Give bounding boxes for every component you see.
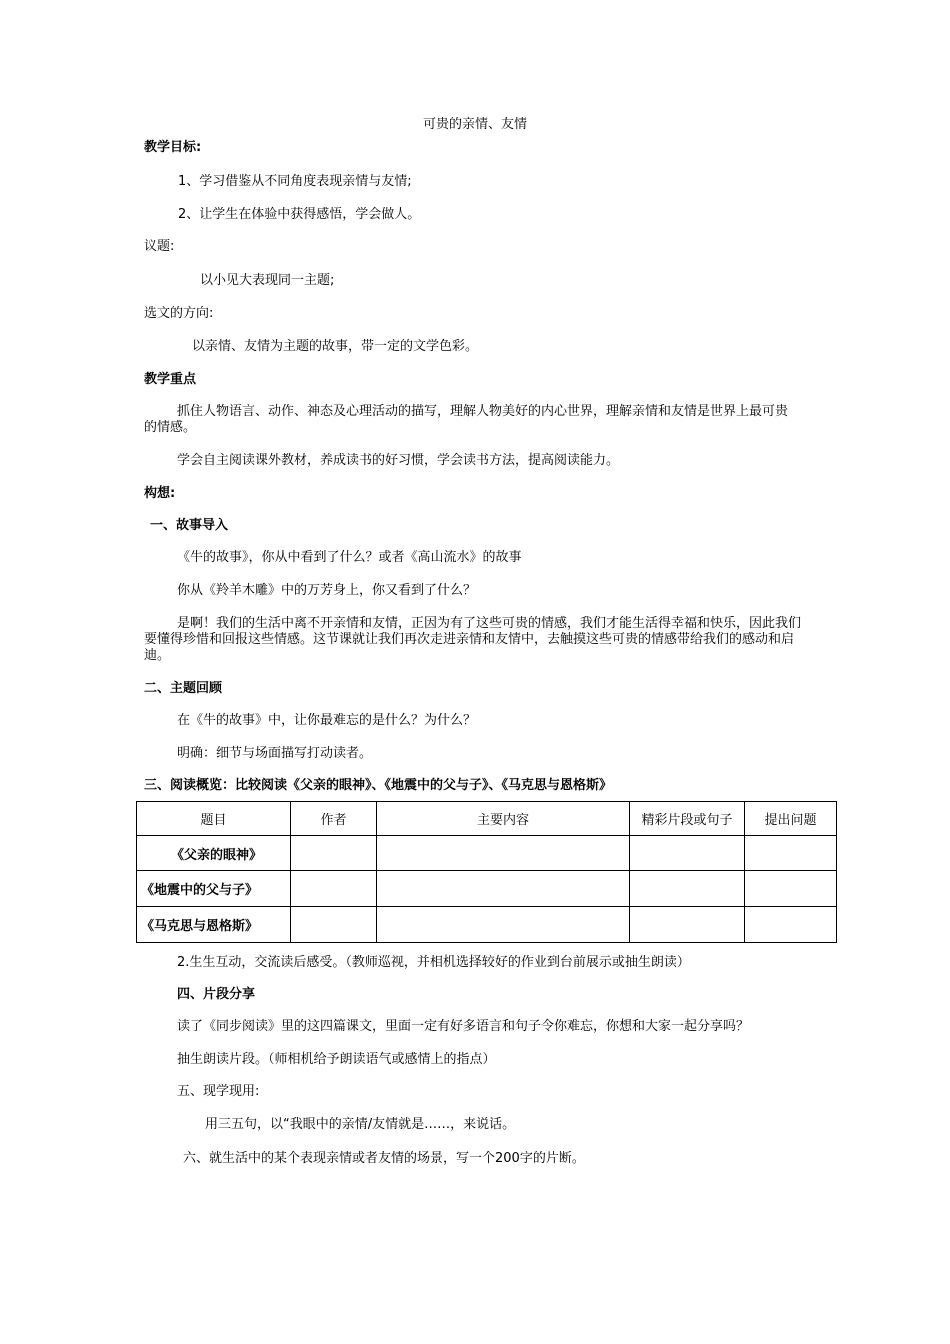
table-row (137, 907, 837, 943)
table-cell (377, 835, 630, 871)
table-cell (745, 907, 837, 943)
table-cell (630, 907, 745, 943)
objectives-heading: 教学目标: (144, 140, 202, 155)
section-4-line-2: 抽生朗读片段。（师相机给予朗读语气或感情上的指点） (177, 1052, 496, 1067)
table-cell (745, 871, 837, 907)
direction-label: 选文的方向: (144, 306, 214, 321)
table-cell (291, 907, 377, 943)
table-header-cell: 题目 (137, 802, 291, 836)
section-5-line-1: 用三五句，以“我眼中的亲情/友情就是……，来说话。 (205, 1117, 516, 1132)
table-header-row (137, 802, 837, 836)
objective-item-1: 1、学习借鉴从不同角度表现亲情与友情; (178, 174, 412, 189)
table-cell (291, 871, 377, 907)
focus-paragraph-2: 学会自主阅读课外教材，养成读书的好习惯，学会读书方法，提高阅读能力。 (177, 453, 620, 468)
design-heading: 构想: (144, 486, 176, 501)
section-2-line-1: 在《牛的故事》中，让你最难忘的是什么？为什么？ (177, 713, 477, 728)
topic-text: 以小见大表现同一主题; (200, 273, 335, 288)
table-header-cell: 作者 (291, 802, 377, 836)
section-2-heading: 二、主题回顾 (144, 681, 223, 696)
table-header-cell: 提出问题 (745, 802, 837, 836)
section-4-heading: 四、片段分享 (177, 987, 256, 1002)
table-cell (291, 835, 377, 871)
page-title: 可贵的亲情、友情 (422, 117, 527, 132)
table-header-cell: 精彩片段或句子 (630, 802, 745, 836)
objective-item-2: 2、让学生在体验中获得感悟，学会做人。 (178, 207, 421, 222)
table-row-title: 《马克思与恩格斯》 (137, 907, 291, 943)
reading-table (136, 801, 837, 943)
focus-heading: 教学重点 (144, 372, 197, 387)
table-row-title: 《地震中的父与子》 (137, 871, 291, 907)
section-1-line-2: 你从《羚羊木雕》中的万芳身上，你又看到了什么？ (177, 583, 477, 598)
table-cell (377, 871, 630, 907)
table-header-cell: 主要内容 (377, 802, 630, 836)
direction-text: 以亲情、友情为主题的故事，带一定的文学色彩。 (192, 339, 479, 354)
section-6-line-1: 六、就生活中的某个表现亲情或者友情的场景，写一个200字的片断。 (183, 1151, 585, 1166)
table-row (137, 835, 837, 871)
table-cell (630, 871, 745, 907)
topic-label: 议题: (144, 239, 175, 254)
table-cell (630, 835, 745, 871)
section-1-line-1: 《牛的故事》，你从中看到了什么？或者《高山流水》的故事 (177, 550, 522, 565)
table-cell (745, 835, 837, 871)
section-5-heading: 五、现学现用: (177, 1084, 260, 1099)
section-1-heading: 一、故事导入 (150, 518, 229, 533)
section-4-line-1: 读了《同步阅读》里的这四篇课文，里面一定有好多语言和句子令你难忘，你想和大家一起分享吗？ (177, 1019, 750, 1034)
section-3-heading: 三、阅读概览：比较阅读《父亲的眼神》、《地震中的父与子》、《马克思与恩格斯》 (144, 778, 613, 793)
section-3-note: 2.生生互动，交流读后感受。（教师巡视，并相机选择较好的作业到台前展示或抽生朗读） (177, 955, 690, 970)
table-row (137, 871, 837, 907)
section-1-paragraph: 是啊！我们的生活中离不开亲情和友情，正因为有了这些可贵的情感，我们才能生活得幸福和快乐，因此我们要懂得珍惜和回报这些情感。这节课就让我们再次走进亲情和友情中，去触摸这些可贵的情感带给我们的感动和启迪。 (144, 616, 802, 663)
table-cell (377, 907, 630, 943)
table-row-title: 《父亲的眼神》 (137, 835, 291, 871)
focus-paragraph-1: 抓住人物语言、动作、神态及心理活动的描写，理解人物美好的内心世界，理解亲情和友情是世界上最可贵的情感。 (144, 404, 789, 435)
section-2-line-2: 明确：细节与场面描写打动读者。 (177, 746, 373, 761)
